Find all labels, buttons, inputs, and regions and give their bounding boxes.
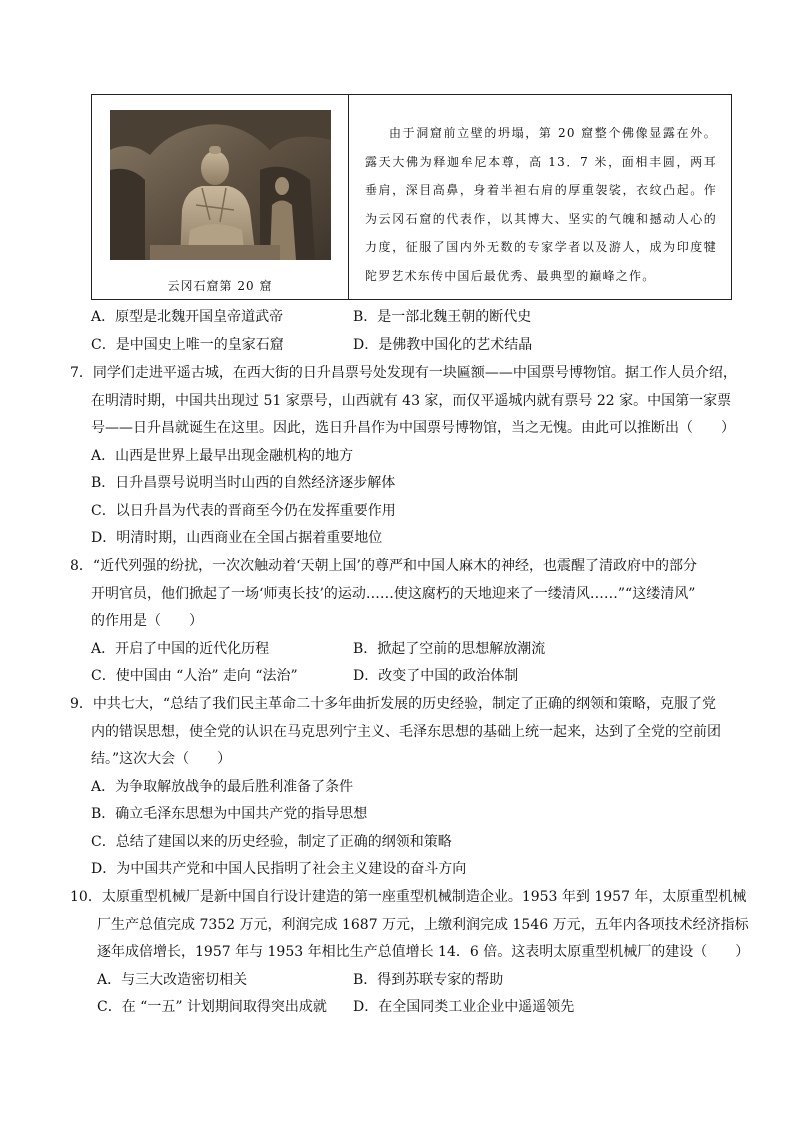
q10-option-a: A．与三大改造密切相关 bbox=[97, 972, 248, 988]
q10-stem-line-1: 10．太原重型机械厂是新中国自行设计建造的第一座重型机械制造企业。1953 年到 1957 年，太原重型机械 bbox=[70, 889, 747, 905]
q6-option-d: D．是佛教中国化的艺术结晶 bbox=[353, 337, 533, 353]
q6-option-a: A．原型是北魏开国皇帝道武帝 bbox=[91, 309, 284, 325]
q9-stem-line-1: 9．中共七大，“总结了我们民主革命二十多年曲折发展的历史经验，制定了正确的纲领和策略，克服了党 bbox=[70, 696, 717, 712]
q6-option-c: C．是中国史上唯一的皇家石窟 bbox=[91, 337, 284, 353]
q8-option-d: D．改变了中国的政治体制 bbox=[353, 668, 519, 684]
q7-stem-line-3: 号——日升昌就诞生在这里。因此，选日升昌作为中国票号博物馆，当之无愧。由此可以推断出（ ） bbox=[91, 420, 735, 436]
q10-option-b: B．得到苏联专家的帮助 bbox=[353, 972, 504, 988]
q9-option-b: B．确立毛泽东思想为中国共产党的指导思想 bbox=[91, 806, 368, 822]
q7-option-b: B．日升昌票号说明当时山西的自然经济逐步解体 bbox=[91, 475, 396, 491]
q8-option-a: A．开启了中国的近代化历程 bbox=[91, 641, 270, 657]
q8-stem-line-1: 8．“近代列强的纷扰，一次次触动着‘天朝上国’的尊严和中国人麻木的神经，也震醒了清政府中的部分 bbox=[70, 558, 697, 574]
figure-text-cell bbox=[349, 95, 731, 299]
q7-option-a: A．山西是世界上最早出现金融机构的地方 bbox=[91, 448, 354, 464]
q7-stem-line-2: 在明清时期，中国共出现过 51 家票号，山西就有 43 家，而仅平遥城内就有票号 22 家。中国第一家票 bbox=[91, 393, 732, 409]
q7-stem-line-1: 7．同学们走进平遥古城，在西大街的日升昌票号处发现有一块匾额——中国票号博物馆。据工作人员介绍， bbox=[70, 365, 737, 381]
figure-caption: 云冈石窟第 20 窟 bbox=[167, 279, 273, 293]
figure-description: 由于洞窟前立壁的坍塌，第 20 窟整个佛像显露在外。露天大佛为释迦牟尼本尊，高 13．7 米，面相丰圆，两耳垂肩，深目高鼻，身着半袒右肩的厚重袈裟，衣纹凸起。作为云冈石窟的代表作，以其博大、坚实的气魄和撼动人心的力度，征服了国内外无数的专家学者以及游人，成为印度犍陀罗艺术东传中国后最优秀、最典型的巅峰之作。 bbox=[365, 126, 717, 283]
q7-option-c: C．以日升昌为代表的晋商至今仍在发挥重要作用 bbox=[91, 503, 396, 519]
q10-stem-line-3: 逐年成倍增长，1957 年与 1953 年相比生产总值增长 14．6 倍。这表明太原重型机械厂的建设（ ） bbox=[97, 944, 750, 960]
q6-option-b: B．是一部北魏王朝的断代史 bbox=[353, 309, 532, 325]
figure-image-cell bbox=[92, 95, 349, 299]
q8-option-c: C．使中国由 “人治” 走向 “法治” bbox=[91, 668, 298, 684]
q8-stem-line-3: 的作用是（ ） bbox=[91, 613, 203, 629]
q7-option-d: D．明清时期，山西商业在全国占据着重要地位 bbox=[91, 530, 383, 546]
q8-stem-line-2: 开明官员，他们掀起了一场‘师夷长技’的运动……使这腐朽的天地迎来了一缕清风……”“这缕清风” bbox=[91, 586, 696, 602]
q9-option-d: D．为中国共产党和中国人民指明了社会主义建设的奋斗方向 bbox=[91, 861, 467, 877]
figure-box bbox=[91, 94, 732, 300]
q9-stem-line-2: 内的错误思想，使全党的认识在马克思列宁主义、毛泽东思想的基础上统一起来，达到了全党的空前团 bbox=[91, 724, 721, 740]
yungang-buddha-photo bbox=[110, 110, 331, 260]
q9-option-c: C．总结了建国以来的历史经验，制定了正确的纲领和策略 bbox=[91, 834, 452, 850]
q10-stem-line-2: 厂生产总值完成 7352 万元，利润完成 1687 万元，上缴利润完成 1546 万元，五年内各项技术经济指标 bbox=[97, 917, 749, 933]
q8-option-b: B．掀起了空前的思想解放潮流 bbox=[353, 641, 546, 657]
q9-stem-line-3: 结。”这次大会（ ） bbox=[91, 751, 232, 767]
q10-option-d: D．在全国同类工业企业中遥遥领先 bbox=[353, 999, 575, 1015]
q10-option-c: C．在 “一五” 计划期间取得突出成就 bbox=[97, 999, 327, 1015]
q9-option-a: A．为争取解放战争的最后胜利准备了条件 bbox=[91, 779, 354, 795]
